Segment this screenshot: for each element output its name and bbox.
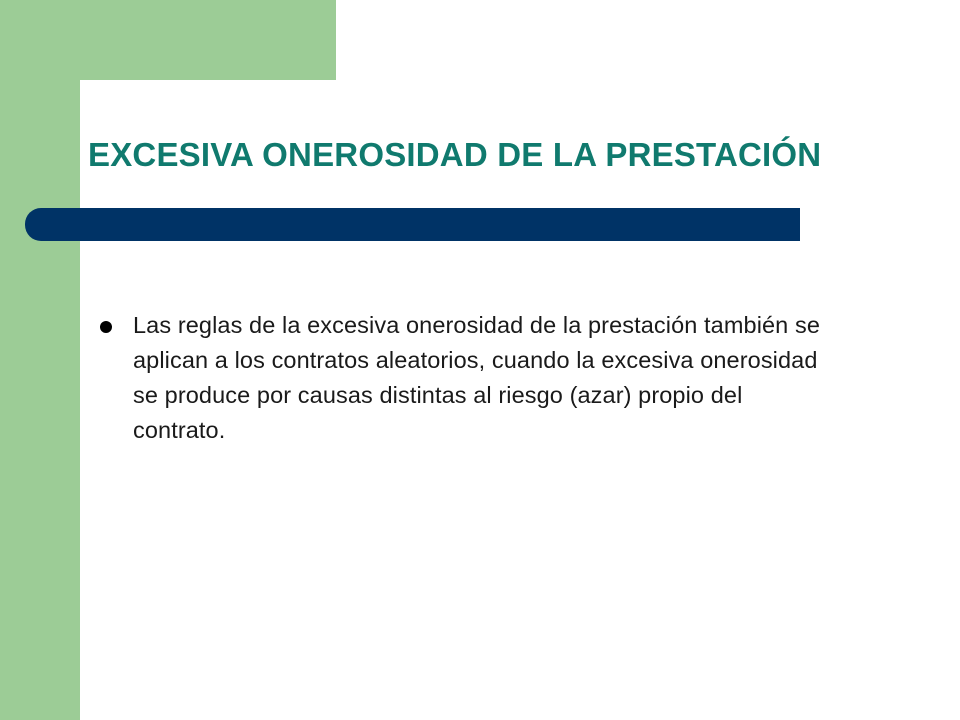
bullet-dot-icon [100,321,112,333]
green-side-strip [0,0,80,720]
title-underline-bar [25,208,800,241]
bullet-list [100,308,840,448]
green-top-block [0,0,336,80]
bullet-item [100,308,840,448]
bullet-text: Las reglas de la excesiva onerosidad de la prestación también se aplican a los contratos aleatorios, cuando la excesiva onerosidad se produce por causas distintas al riesgo (azar) propio del contrato. [133,312,821,443]
slide-title: EXCESIVA ONEROSIDAD DE LA PRESTACIÓN [88,136,822,173]
